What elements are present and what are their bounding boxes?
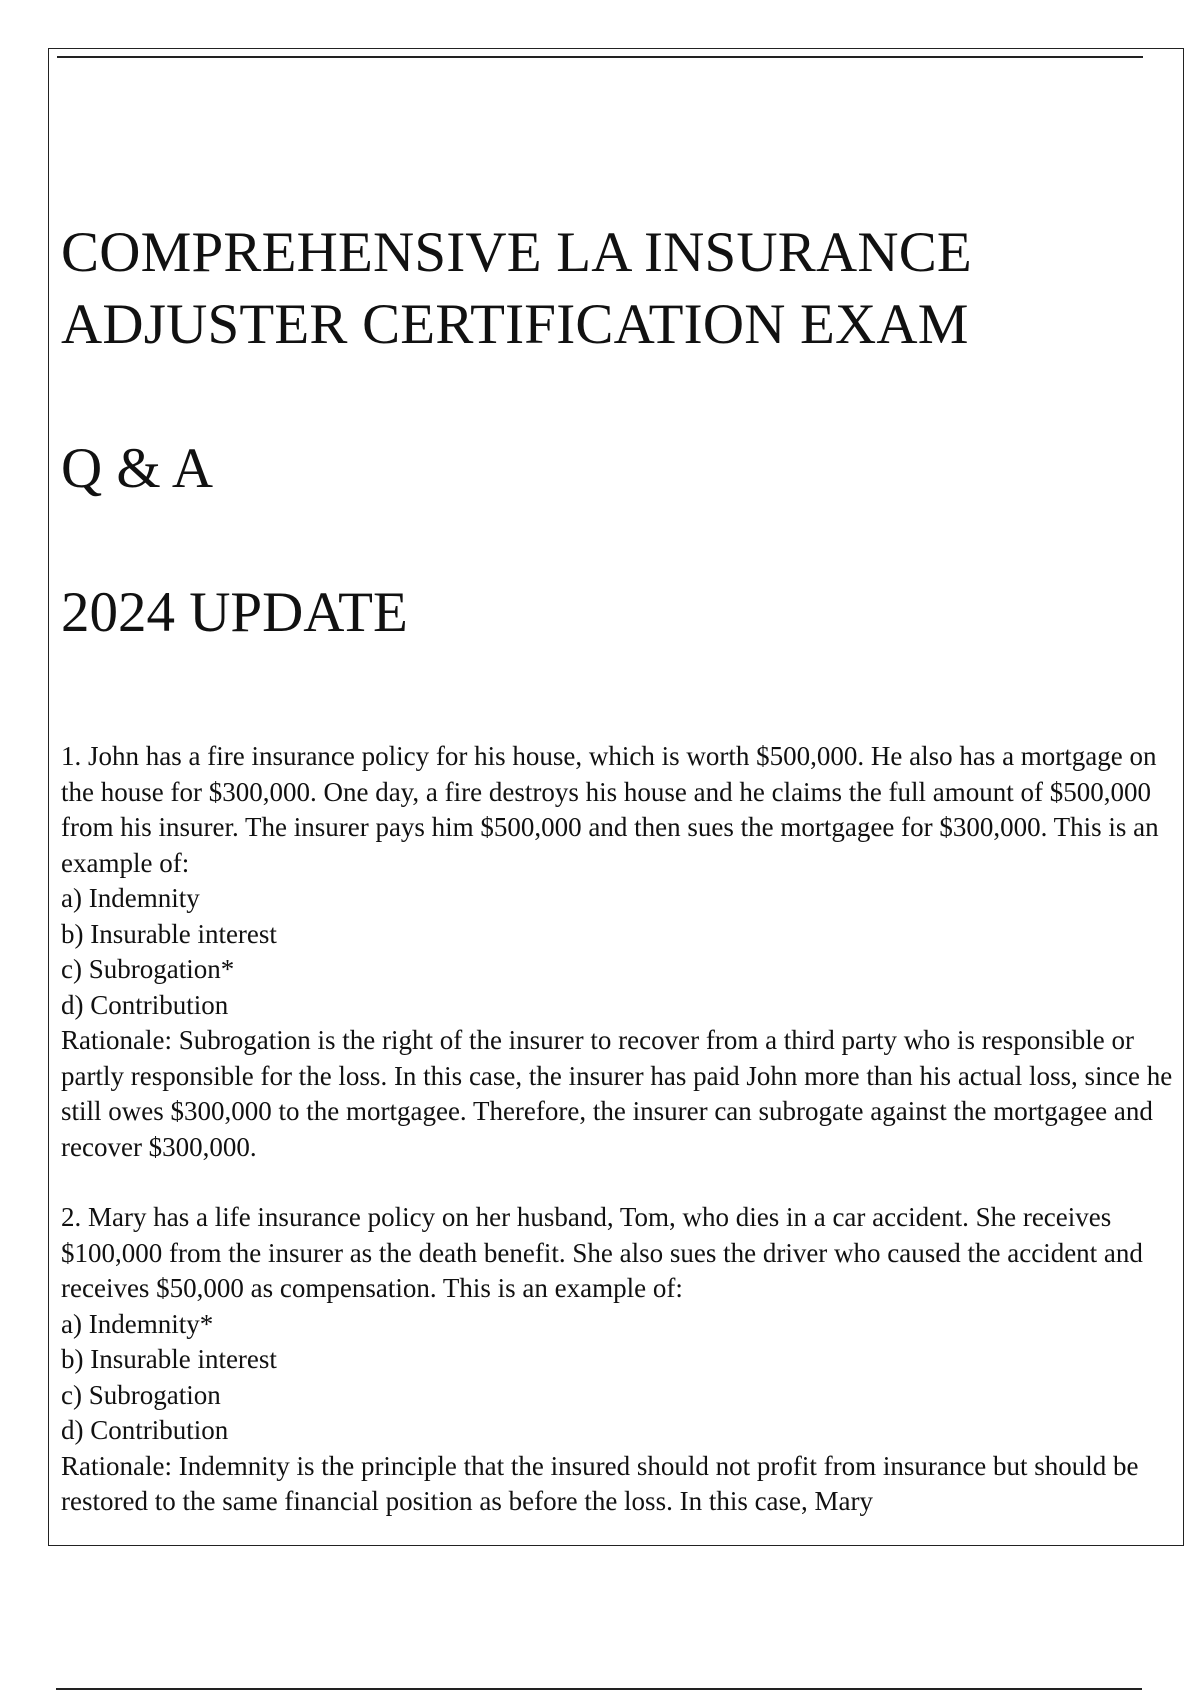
question-2 (61, 1200, 1181, 1520)
option-a: a) Indemnity (61, 883, 200, 913)
title-line-1: COMPREHENSIVE LA INSURANCE (61, 221, 972, 284)
option-a: a) Indemnity* (61, 1308, 214, 1339)
qa-heading: Q & A (61, 437, 214, 500)
rationale: Rationale: Indemnity is the principle that the insured should not profit from insurance but should be restored to the same financial position as before the loss. In this case, Mary (61, 1450, 1139, 1516)
page-frame (48, 48, 1184, 1546)
option-d: d) Contribution (61, 1415, 229, 1445)
question-1 (61, 739, 1181, 1165)
option-c: c) Subrogation (61, 1379, 221, 1410)
update-heading: 2024 UPDATE (61, 581, 408, 644)
top-rule (57, 56, 1143, 58)
document-title (61, 217, 972, 361)
question-list (61, 739, 1181, 1555)
option-d: d) Contribution (61, 989, 229, 1020)
option-c: c) Subrogation* (61, 954, 235, 984)
bottom-rule (56, 1688, 1142, 1690)
option-b: b) Insurable interest (61, 1344, 277, 1374)
rationale: Rationale: Subrogation is the right of the insurer to recover from a third party who is responsible or partly responsible for the loss. In this case, the insurer has paid John more than his actual loss, since he still owes $300,000 to the mortgagee. Therefore, the insurer can subrogate against the mortgagee and recover $300,000. (61, 1025, 1173, 1162)
title-line-2: ADJUSTER CERTIFICATION EXAM (61, 293, 969, 356)
question-text: 2. Mary has a life insurance policy on her husband, Tom, who dies in a car accident. She receives $100,000 from the insurer as the death benefit. She also sues the driver who caused the accident and receives $50,000 as compensation. This is an example of: (61, 1202, 1143, 1303)
option-b: b) Insurable interest (61, 918, 277, 949)
question-text: 1. John has a fire insurance policy for his house, which is worth $500,000. He also has a mortgage on the house for $300,000. One day, a fire destroys his house and he claims the full amount of $500,000 from his insurer. The insurer pays him $500,000 and then sues the mortgagee for $300,000. This is an example of: (61, 741, 1159, 878)
